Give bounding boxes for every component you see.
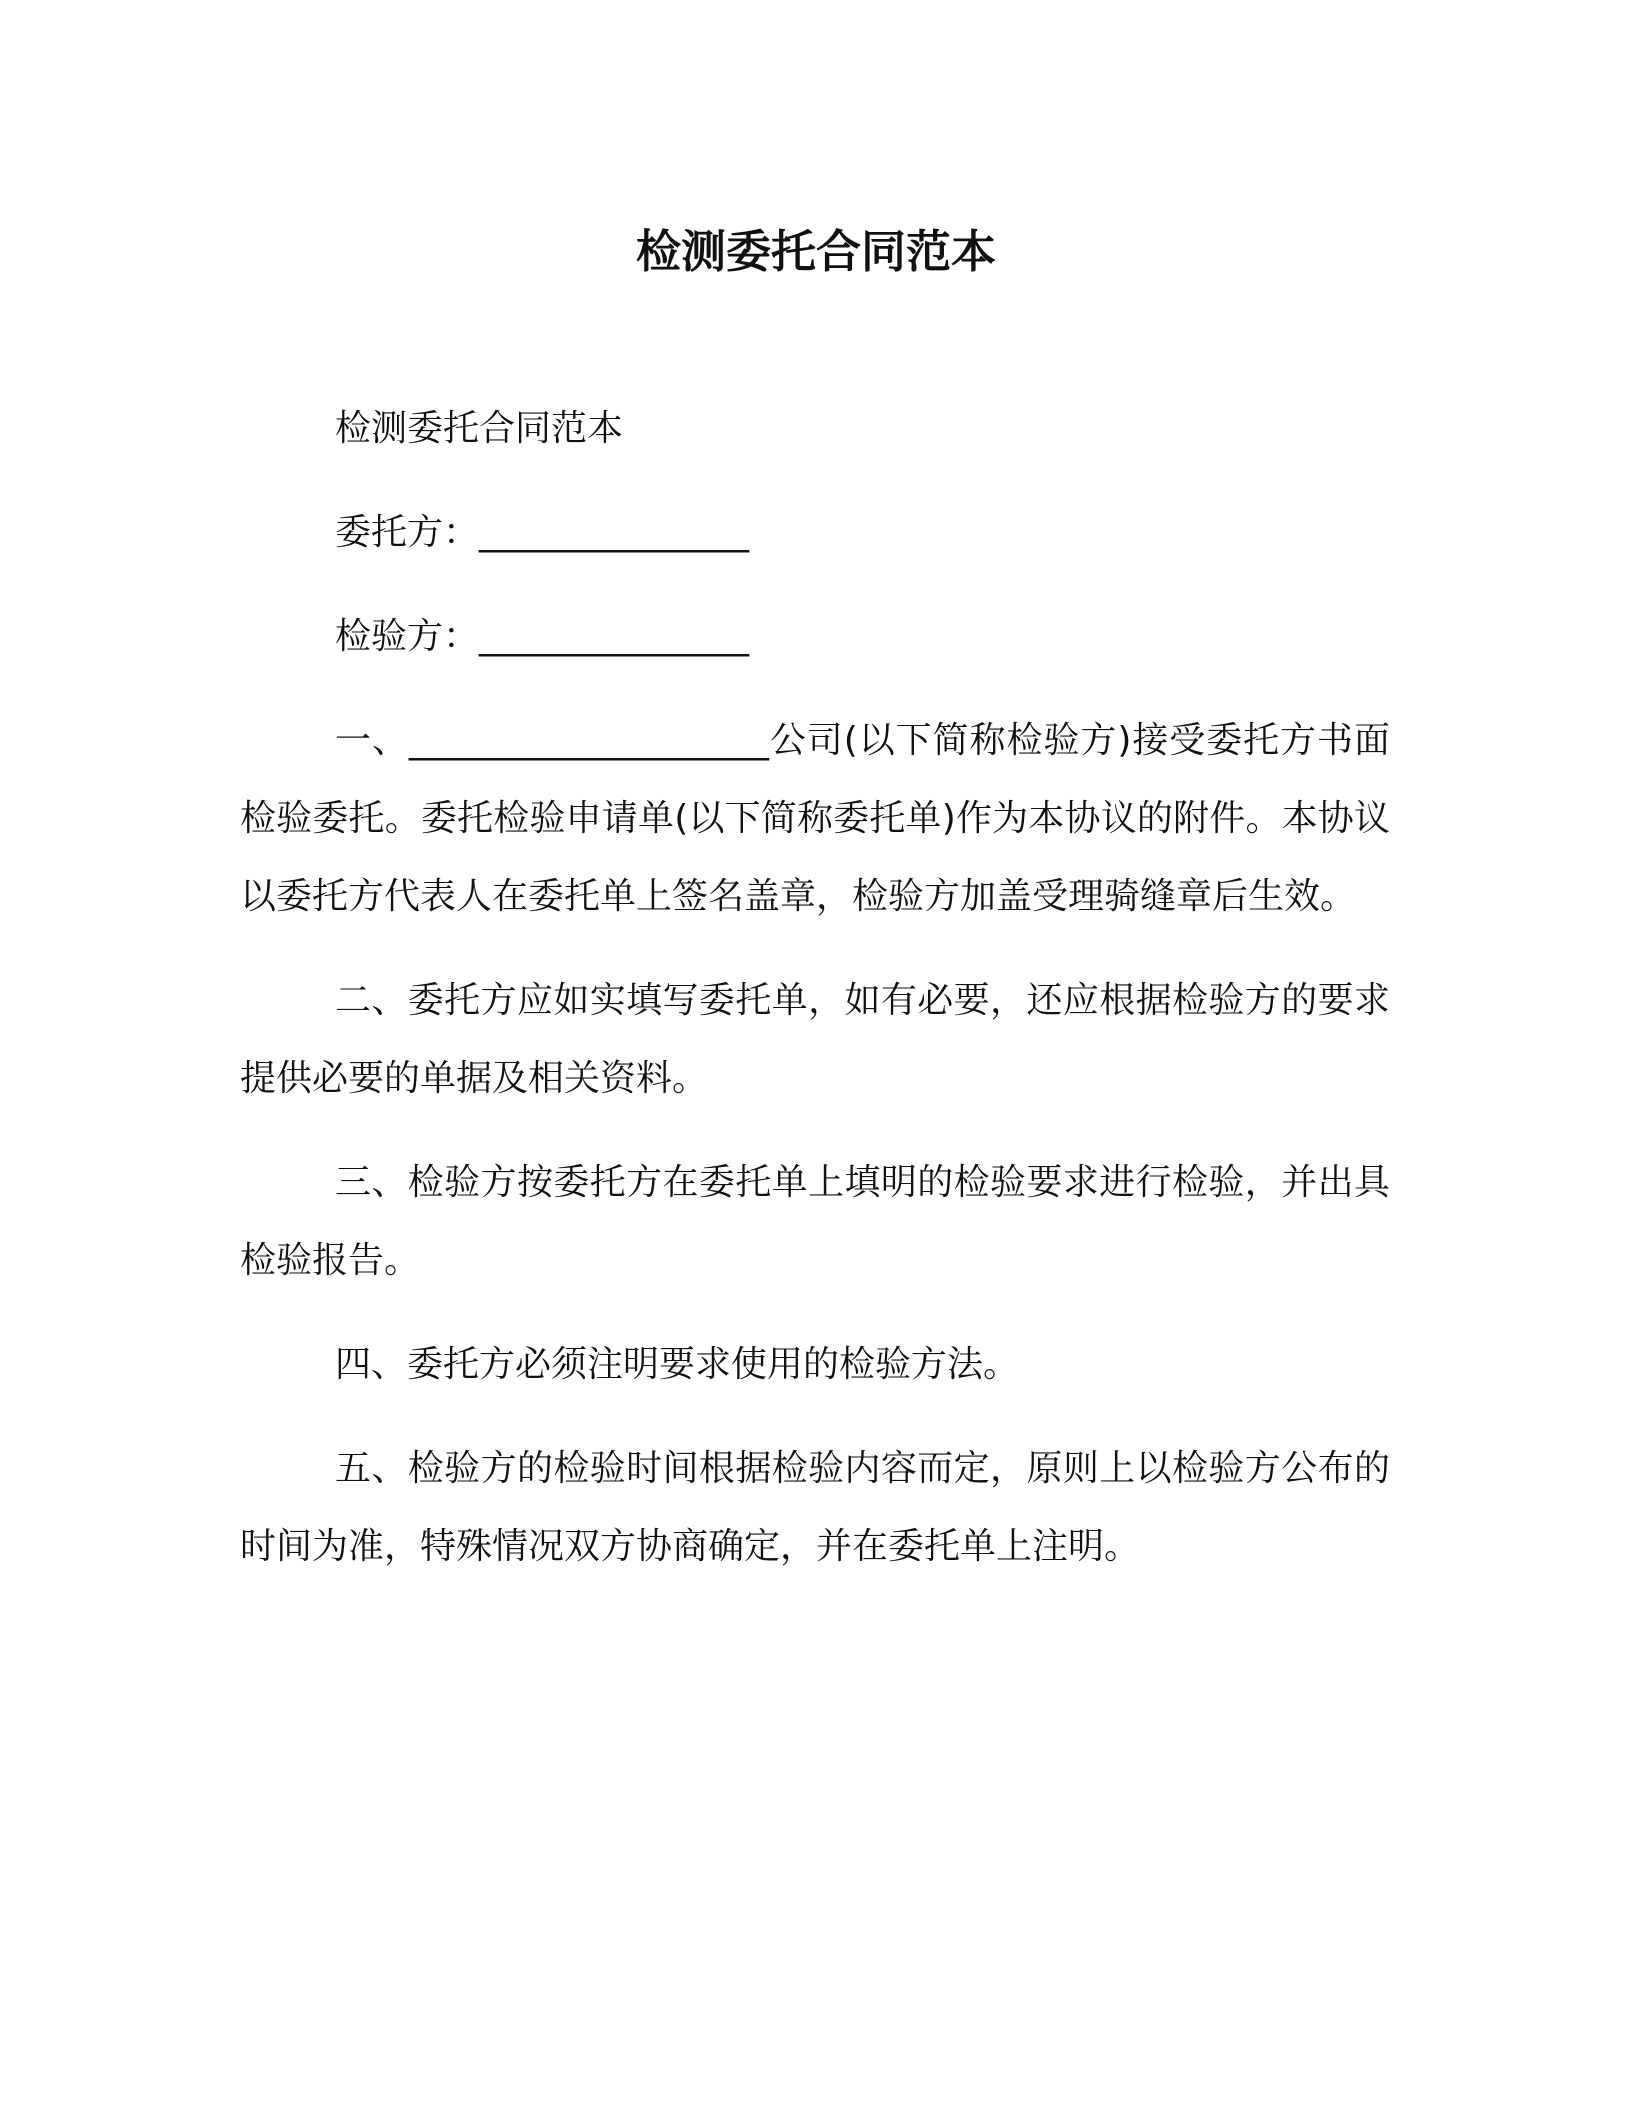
document-title: 检测委托合同范本 [635,225,996,278]
inspector-line: 检验方：_______________ [335,616,750,657]
clause-2: 二、委托方应如实填写委托单，如有必要，还应根据检验方的要求提供必要的单据及相关资料。 [240,980,1390,1099]
client-line: 委托方：_______________ [335,512,750,553]
clause-3: 三、检验方按委托方在委托单上填明的检验要求进行检验，并出具检验报告。 [240,1162,1390,1281]
document-body [240,390,1390,1586]
clause-1: 一、____________________公司(以下简称检验方)接受委托方书面检验委托。委托检验申请单(以下简称委托单)作为本协议的附件。本协议以委托方代表人在委托单上签名盖章，检验方加盖受理骑缝章后生效。 [240,720,1390,917]
clause-4: 四、委托方必须注明要求使用的检验方法。 [335,1344,1020,1385]
clause-5: 五、检验方的检验时间根据检验内容而定，原则上以检验方公布的时间为准，特殊情况双方协商确定，并在委托单上注明。 [240,1448,1390,1567]
document-subtitle: 检测委托合同范本 [335,408,624,449]
